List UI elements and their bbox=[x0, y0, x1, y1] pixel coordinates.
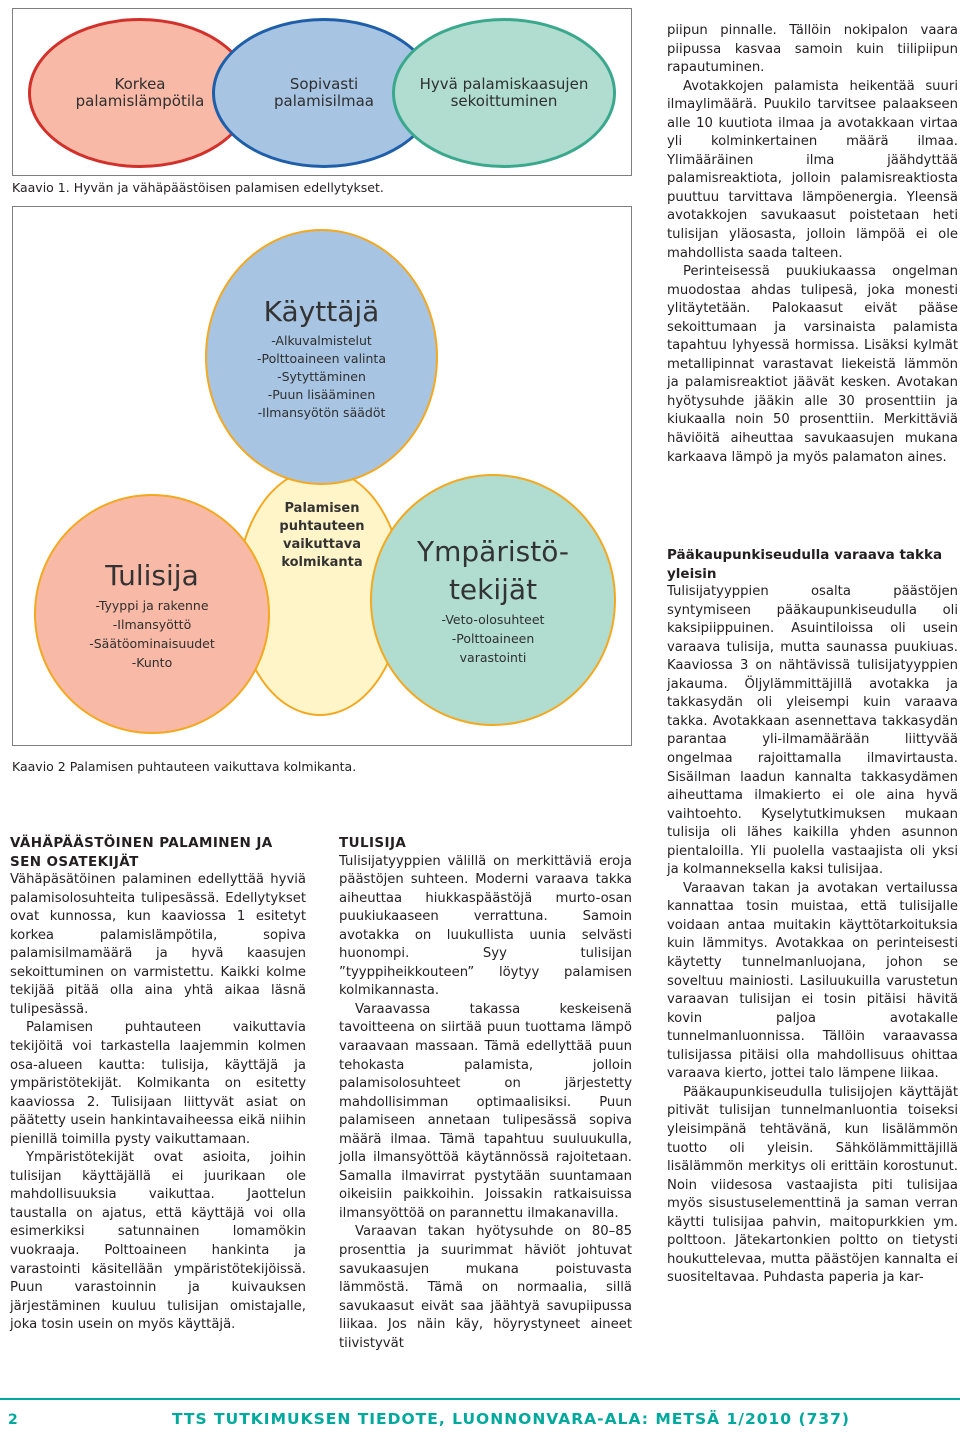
circle-fireplace-item: -Ilmansyöttö bbox=[112, 617, 192, 632]
circle-environment bbox=[370, 474, 616, 726]
circle-fireplace-item: -Tyyppi ja rakenne bbox=[95, 598, 209, 613]
section-heading bbox=[10, 834, 306, 871]
paragraph: Palamisen puhtauteen vaikuttavia tekijöitä voi tarkastella laajemmin kolmen osa-alueen kautta: tulisija, käyttäjä ja ympäristötekijät. Kolmikanta on esitetty kaaviossa 2. Tulisijaan liittyvät asiat on päätetty usein hankintavaiheessa eikä niihin pienillä toimilla pysty vaikuttamaan. bbox=[10, 1020, 306, 1147]
circle-environment-item: varastointi bbox=[459, 649, 527, 665]
paragraph: Ympäristötekijät ovat asioita, joihin tulisijan käyttäjällä ei juurikaan ole mahdollisuuksia vaikuttaa. Jaottelun taustalla on ajatus, että käyttäjä voi olla esimerkiksi satunnainen lomamökin vuokraaja. Polttoaineen hankinta ja varastointi käsitellään ympäristötekijöissä. Puun varastoinnin ja kuivauksen järjestäminen kuuluu tulisijan omistajalle, joka tosin usein on myös käyttäjä. bbox=[10, 1150, 306, 1333]
center-lens-line: kolmikanta bbox=[281, 555, 363, 570]
paragraph: Varaavan takan ja avotakan vertailussa kannattaa tosin muistaa, että tulisijalle voidaan antaa muitakin käyttötarkoituksia kuin lämmitys. Avotakkaa on perinteisesti käytetty tunnelmanluojana, johon se soveltuu mainiosti. Lasiluukuilla varustetun varaavan tulisijan ei tosin pitäisi hävitä kovin paljoa avotakalle tunnelmanluonnissa. Tällöin varaavassa tulisijassa pitäisi olla mahdollisuus ohittaa varaava kierto, jottei talo lämpene liikaa. bbox=[667, 880, 958, 1082]
circle-user-item: -Alkuvalmistelut bbox=[271, 333, 372, 348]
paragraph: Avotakkojen palamista heikentää suuri ilmaylimäärä. Puukilo tarvitsee palaakseen alle 10 kuutiota ilmaa ja avotakkaan virtaa yli kolminkertainen määrä ilmaa. Ylimääräinen ilma jäähdyttää palamisreaktiota, jolloin palamisreaktiosta puuttuu tarvittava lämpöenergia. Yleensä avotakkojen savukaasut poistetaan heti tulisijan yläosasta, jolloin lämpöä ei ole mahdollista saada talteen. bbox=[667, 78, 958, 261]
section-heading-tulisija: TULISIJA bbox=[339, 835, 407, 851]
column-1 bbox=[10, 834, 306, 1335]
subsection-heading-line: Pääkaupunkiseudulla varaava takka bbox=[667, 547, 943, 563]
circle-environment-title-line1: Ympäristö- bbox=[417, 534, 569, 568]
circle-high-temperature-line2: palamislämpötila bbox=[75, 92, 205, 110]
circle-fireplace-item: -Säätöominaisuudet bbox=[89, 636, 215, 651]
footer-rule bbox=[0, 1398, 960, 1400]
circle-user-title: Käyttäjä bbox=[263, 295, 380, 328]
paragraph: Pääkaupunkiseudulla tulisijojen käyttäjät pitivät tulisijan tunnelmanluontia toiseksi yleisimpänä tehtävänä, kun lisälämmön tuotto oli yleisin. Sähkölämmittäjillä lisälämmön merkitys oli erittäin korostunut. Noin viidesosa vastaajista piti tulisijaa myös sisustuselementtinä ja saman verran käytti tulisijaa pahvin, maitopurkkien ym. polttoon. Jätekartonkien poltto on tietysti houkuttelevaa, mutta päästöjen kannalta ei suositeltavaa. Puhdasta paperia ja kar- bbox=[667, 1084, 958, 1286]
circle-gas-mixing-line1: Hyvä palamiskaasujen bbox=[419, 75, 589, 93]
paragraph: Varaavassa takassa keskeisenä tavoitteena on siirtää puun tuottama lämpö varaavaan massaan. Tämä edellyttää puun tehokasta palamista, jolloin palamisolosuhteet on järjestetty mahdollisimman optimaalisiksi. Puun palamiseen annetaan tulipesässä sopiva määrä ilmaa. Tämä tapahtuu suuluukulla, jolla ilmansyöttöä käytännössä rajoitetaan. Samalla ilmavirrat pystytään suuntamaan oikeisiin paikkoihin. Joissakin ratkaisuissa ilmansyöttöä on parannettu ilmakanavilla. bbox=[339, 1001, 632, 1221]
subsection-heading-line: yleisin bbox=[667, 565, 717, 582]
column-3-top bbox=[667, 22, 958, 467]
section-heading-line: VÄHÄPÄÄSTÖINEN PALAMINEN JA bbox=[10, 835, 273, 851]
paragraph: Perinteisessä puukiukaassa ongelman muodostaa ahdas tulipesä, joka monesti ylitäytetään. Palokaasut eivät pääse sekoittumaan ja varsinaista palamista tapahtuu lyhyessä hormissa. Lisäksi kylmät metallipinnat varastavat liekeistä lämmön ja palamisreaktiot jäävät kesken. Avotakan hyötysuhde jääkin alle 30 prosenttiin ja kiukaalla noin 50 prosenttiin. Merkittäviä häviöitä aiheuttaa savukaasujen mukana karkaava lämpö ja myös palamaton aines. bbox=[667, 264, 958, 465]
circle-environment-item: -Veto-olosuhteet bbox=[441, 611, 545, 627]
circle-environment-item: -Polttoaineen bbox=[451, 630, 535, 646]
subsection-heading bbox=[667, 546, 958, 583]
footer-title: TTS TUTKIMUKSEN TIEDOTE, LUONNONVARA-ALA: METSÄ 1/2010 (737) bbox=[172, 1410, 851, 1428]
section-heading-line: SEN OSATEKIJÄT bbox=[10, 853, 139, 870]
circle-user-item: -Polttoaineen valinta bbox=[257, 351, 386, 366]
center-lens-line: puhtauteen bbox=[279, 519, 365, 534]
center-lens-label bbox=[266, 500, 378, 572]
center-lens-line: vaikuttava bbox=[282, 537, 362, 552]
circle-user bbox=[205, 229, 438, 485]
circle-user-item: -Sytyttäminen bbox=[277, 369, 366, 384]
circle-right-air-line1: Sopivasti bbox=[289, 75, 359, 93]
circle-fireplace-item: -Kunto bbox=[131, 655, 173, 670]
diagram2-caption: Kaavio 2 Palamisen puhtauteen vaikuttava kolmikanta. bbox=[12, 759, 357, 774]
circle-high-temperature-line1: Korkea bbox=[114, 75, 166, 93]
circle-fireplace-title: Tulisija bbox=[105, 559, 199, 592]
paragraph: Varaavan takan hyötysuhde on 80–85 prosenttia ja suurimmat häviöt johtuvat savukaasujen mukana poistuvasta lämmöstä. Tämä on normaalia, sillä savukaasut eivät saa jäähtyä savupiipussa liikaa. Jos näin käy, höyrystyneet aineet tiivistyvät bbox=[339, 1224, 632, 1351]
column-3-bottom bbox=[667, 546, 958, 1288]
circle-user-item: -Ilmansyötön säädöt bbox=[257, 405, 386, 420]
circle-gas-mixing bbox=[392, 18, 616, 168]
paragraph: Tulisijatyyppien osalta päästöjen syntymiseen pääkaupunkiseudulla oli kaksipiippuinen. Asuintiloissa oli usein varaava tulisija, mutta saunassa puukiuas. Kaaviossa 3 on nähtävissä tulisijatyyppien jakauma. Öljylämmittäjillä avotakka ja takkasydän oli yleisempi kuin varaava takka. Avotakkaan asennettava takkasydän parantaa yli-ilmamäärään liittyvää ongelmaa rajoittamalla ilmavirtausta. Sisäilman laadun kannalta takkasydämen aiheuttama ilmakierto ei ole aina hyvä vaihtoehto. Kyselytutkimuksen mukaan tulisija oli lähes kaikilla yhden asunnon pientaloilla. Yli puolella vastaajista oli yksi ja kolmanneksella kaksi tulisijaa. bbox=[667, 584, 958, 878]
column-2 bbox=[339, 834, 632, 1353]
page-number: 2 bbox=[8, 1412, 18, 1428]
circle-user-item: -Puun lisääminen bbox=[267, 387, 376, 402]
circle-right-air-line2: palamisilmaa bbox=[274, 92, 374, 110]
circle-environment-title-line2: tekijät bbox=[448, 572, 538, 606]
paragraph: piipun pinnalle. Tällöin nokipalon vaara piipussa kasvaa samoin kuin tiilipiipun rapautuminen. bbox=[667, 23, 958, 76]
center-lens-line: Palamisen bbox=[284, 501, 360, 516]
paragraph: Tulisijatyyppien välillä on merkittäviä eroja päästöjen suhteen. Moderni varaava takka aiheuttaa hiukkaspäästöjä murto-osan puukiukaaseen verrattuna. Samoin avotakka on luukullista uunia selvästi huonompi. Syy tulisijan ”tyyppiheikkouteen” löytyy palamisen kolmikannasta. bbox=[339, 853, 632, 999]
diagram1-caption: Kaavio 1. Hyvän ja vähäpäästöisen palamisen edellytykset. bbox=[12, 180, 384, 195]
circle-gas-mixing-line2: sekoittuminen bbox=[450, 92, 558, 110]
circle-fireplace bbox=[34, 494, 270, 734]
paragraph: Vähäpäsätöinen palaminen edellyttää hyviä palamisolosuhteita tulipesässä. Edellytykset ovat kunnossa, kun kaaviossa 1 esitetyt korkea palamislämpötila, sopiva palamisilmamäärä ja hyvä kaasujen sekoittuminen on varmistettu. Kaikki kolme tekijää pitää olla aina yhtä aikaa läsnä tulipesässä. bbox=[10, 872, 306, 1017]
